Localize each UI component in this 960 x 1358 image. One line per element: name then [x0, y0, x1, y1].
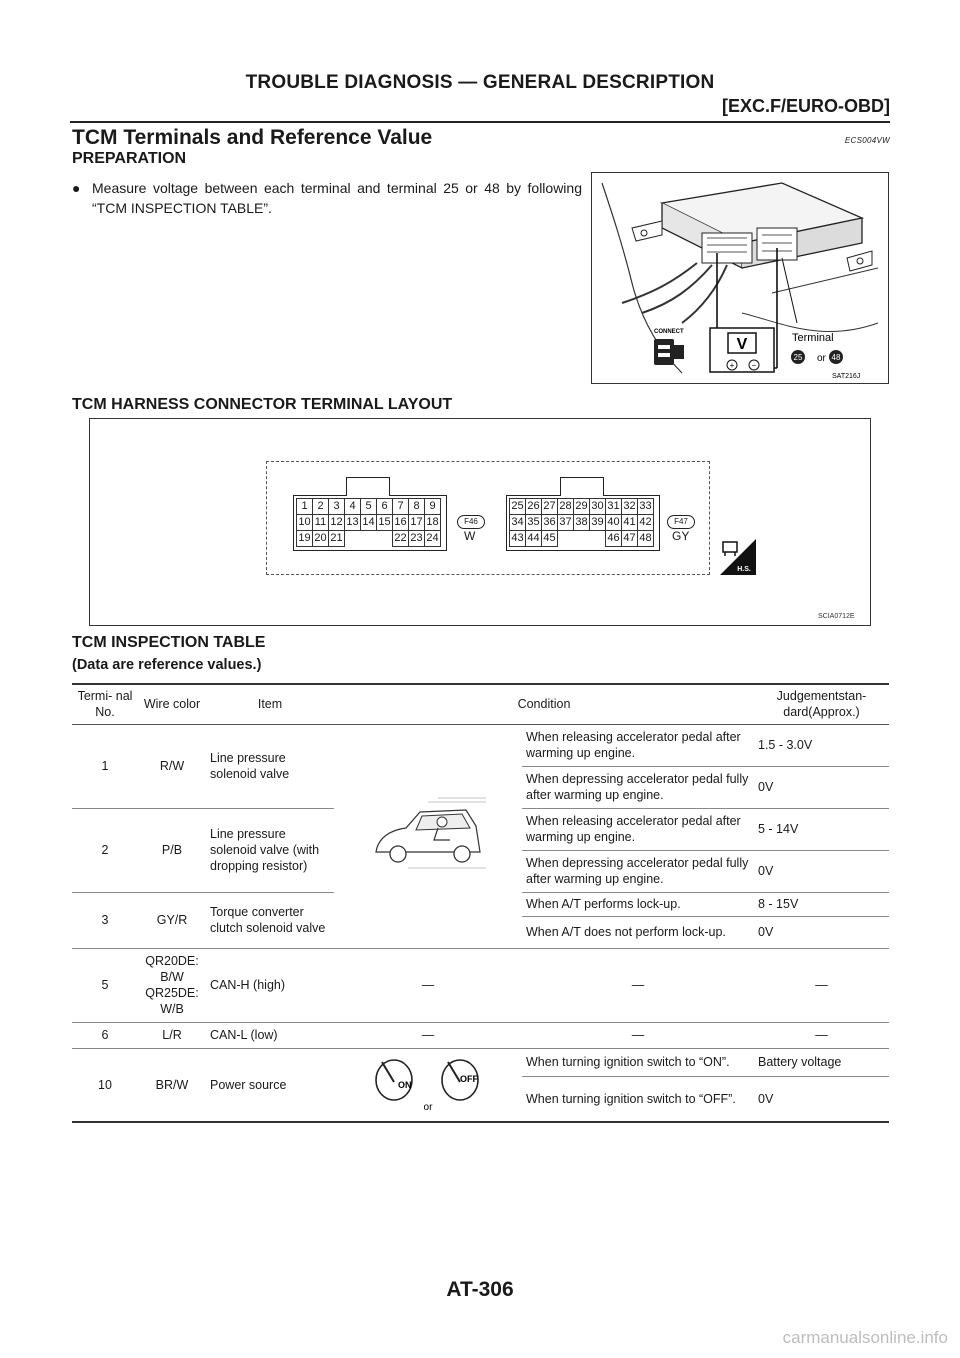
cell-wire: BR/W	[138, 1048, 206, 1122]
page-header-title: TROUBLE DIAGNOSIS — GENERAL DESCRIPTION	[245, 72, 715, 93]
terminal-cell: 11	[312, 514, 329, 531]
cell-condition-text: When releasing accelerator pedal after warming up engine.	[522, 808, 754, 850]
cell-value: 8 - 15V	[754, 892, 889, 916]
page-number: AT-306	[446, 1278, 514, 1301]
svg-text:−: −	[751, 361, 757, 370]
terminal-cell: 4	[344, 498, 361, 515]
connector-layout-figure	[89, 418, 871, 626]
inspection-table	[72, 683, 889, 1123]
bullet-icon: ●	[72, 180, 81, 196]
cell-value: 0V	[754, 1076, 889, 1121]
cell-wire: QR20DE: B/W QR25DE: W/B	[138, 948, 206, 1022]
terminal-cell: 45	[541, 530, 558, 547]
cell-terminal: 1	[72, 724, 138, 808]
connector-f46-color: W	[464, 529, 476, 543]
cell-condition-icon: —	[334, 1022, 522, 1048]
terminal-cell: 31	[605, 498, 622, 515]
table-row	[72, 948, 889, 1022]
inspection-note: (Data are reference values.)	[72, 657, 262, 673]
terminal-cell	[573, 530, 588, 545]
preparation-heading: PREPARATION	[72, 150, 187, 167]
header-rule	[70, 121, 890, 123]
terminal-cell: 2	[312, 498, 329, 515]
col-judgement: Judgementstan- dard(Approx.)	[754, 684, 889, 724]
terminal-cell	[360, 530, 375, 545]
terminal-cell: 5	[360, 498, 377, 515]
table-header-row	[72, 684, 889, 724]
terminal-cell	[344, 530, 359, 545]
cell-condition-icon: —	[334, 948, 522, 1022]
terminal-cell: 39	[589, 514, 606, 531]
terminal-cell	[376, 530, 391, 545]
cell-terminal: 2	[72, 808, 138, 892]
terminal-cell: 3	[328, 498, 345, 515]
terminal-cell: 41	[621, 514, 638, 531]
figure1-code: SAT216J	[832, 373, 861, 380]
terminal-cell: 34	[509, 514, 526, 531]
cell-item: CAN-L (low)	[206, 1022, 334, 1048]
section-code: ECS004VW	[844, 136, 890, 145]
cell-item: Line pressure solenoid valve (with dropping resistor)	[206, 808, 334, 892]
terminal-cell: 24	[424, 530, 441, 547]
connector-f46-id: F46	[457, 515, 485, 529]
terminal-cell: 28	[557, 498, 574, 515]
terminal-or: or	[817, 353, 826, 364]
terminal-b: 48	[831, 353, 841, 362]
preparation-bullet	[72, 178, 582, 218]
terminal-cell: 38	[573, 514, 590, 531]
key-on-label: ON	[398, 1079, 412, 1090]
terminal-cell: 36	[541, 514, 558, 531]
cell-condition-icon	[334, 724, 522, 948]
cell-value: —	[754, 948, 889, 1022]
cell-value: Battery voltage	[754, 1048, 889, 1076]
connector-f47-id: F47	[667, 515, 695, 529]
table-row	[72, 1048, 889, 1076]
terminal-cell: 22	[392, 530, 409, 547]
terminal-cell: 8	[408, 498, 425, 515]
connector-f47-color: GY	[672, 529, 690, 543]
cell-condition-text: When turning ignition switch to “ON”.	[522, 1048, 754, 1076]
terminal-cell: 42	[637, 514, 654, 531]
key-off-label: OFF	[460, 1073, 478, 1084]
terminal-cell: 20	[312, 530, 329, 547]
ignition-key-icon	[368, 1052, 488, 1114]
preparation-text: Measure voltage between each terminal and terminal 25 or 48 by following “TCM INSPECTION TABLE”.	[92, 180, 582, 216]
tcm-measure-figure	[591, 172, 889, 384]
cell-terminal: 5	[72, 948, 138, 1022]
watermark: carmanualsonline.info	[782, 1328, 948, 1347]
terminal-cell: 7	[392, 498, 409, 515]
cell-value: —	[754, 1022, 889, 1048]
cell-value: 0V	[754, 850, 889, 892]
terminal-cell: 30	[589, 498, 606, 515]
terminal-cell: 1	[296, 498, 313, 515]
connect-label: CONNECT	[654, 329, 684, 335]
cell-terminal: 6	[72, 1022, 138, 1048]
terminal-cell	[589, 530, 604, 545]
terminal-cell: 23	[408, 530, 425, 547]
cell-wire: R/W	[138, 724, 206, 808]
cell-terminal: 3	[72, 892, 138, 948]
terminal-cell: 48	[637, 530, 654, 547]
terminal-cell	[557, 530, 572, 545]
cell-condition-text: —	[522, 1022, 754, 1048]
col-condition: Condition	[334, 684, 754, 724]
terminal-cell: 44	[525, 530, 542, 547]
cell-condition-text: When A/T performs lock-up.	[522, 892, 754, 916]
svg-text:+: +	[729, 361, 735, 370]
driver-in-car-icon	[368, 794, 488, 874]
terminal-cell: 46	[605, 530, 622, 547]
terminal-cell: 17	[408, 514, 425, 531]
terminal-cell: 37	[557, 514, 574, 531]
layout-heading: TCM HARNESS CONNECTOR TERMINAL LAYOUT	[72, 396, 453, 413]
cell-condition-text: When depressing accelerator pedal fully after warming up engine.	[522, 850, 754, 892]
terminal-cell: 25	[509, 498, 526, 515]
terminal-cell: 13	[344, 514, 361, 531]
terminal-cell: 16	[392, 514, 409, 531]
cell-wire: P/B	[138, 808, 206, 892]
terminal-cell: 19	[296, 530, 313, 547]
terminal-cell: 47	[621, 530, 638, 547]
cell-condition-text: When A/T does not perform lock-up.	[522, 916, 754, 948]
col-terminal: Termi- nal No.	[72, 684, 138, 724]
terminal-cell: 6	[376, 498, 393, 515]
terminal-cell: 14	[360, 514, 377, 531]
terminal-cell: 29	[573, 498, 590, 515]
cell-condition-text: When depressing accelerator pedal fully after warming up engine.	[522, 766, 754, 808]
section-title: TCM Terminals and Reference Value	[72, 126, 433, 149]
terminal-cell: 10	[296, 514, 313, 531]
meter-label: V	[736, 336, 748, 353]
terminal-cell: 21	[328, 530, 345, 547]
cell-value: 1.5 - 3.0V	[754, 724, 889, 766]
terminal-cell: 12	[328, 514, 345, 531]
cell-value: 0V	[754, 916, 889, 948]
cell-value: 5 - 14V	[754, 808, 889, 850]
hs-icon	[720, 539, 756, 575]
terminal-cell: 33	[637, 498, 654, 515]
cell-wire: GY/R	[138, 892, 206, 948]
table-row	[72, 1022, 889, 1048]
connector-f46-latch	[346, 477, 390, 496]
cell-value: 0V	[754, 766, 889, 808]
cell-condition-icon	[334, 1048, 522, 1122]
key-or-label: or	[423, 1101, 433, 1113]
terminal-cell: 26	[525, 498, 542, 515]
terminal-a: 25	[793, 353, 803, 362]
cell-condition-text: When turning ignition switch to “OFF”.	[522, 1076, 754, 1121]
cell-terminal: 10	[72, 1048, 138, 1122]
cell-wire: L/R	[138, 1022, 206, 1048]
cell-item: CAN-H (high)	[206, 948, 334, 1022]
layout-figure-code: SCIA0712E	[818, 613, 855, 620]
col-wire: Wire color	[138, 684, 206, 724]
cell-condition-text: When releasing accelerator pedal after warming up engine.	[522, 724, 754, 766]
cell-condition-text: —	[522, 948, 754, 1022]
terminal-cell: 40	[605, 514, 622, 531]
cell-item: Line pressure solenoid valve	[206, 724, 334, 808]
terminal-cell: 32	[621, 498, 638, 515]
connector-f47-latch	[560, 477, 604, 496]
terminal-cell: 15	[376, 514, 393, 531]
table-row	[72, 724, 889, 766]
tcm-illustration	[592, 173, 888, 383]
page-header-subtitle: [EXC.F/EURO-OBD]	[722, 96, 890, 116]
terminal-cell: 35	[525, 514, 542, 531]
cell-item: Torque converter clutch solenoid valve	[206, 892, 334, 948]
terminal-label: Terminal	[792, 332, 834, 344]
cell-item: Power source	[206, 1048, 334, 1122]
terminal-cell: 43	[509, 530, 526, 547]
hs-label: H.S.	[737, 566, 751, 573]
col-item: Item	[206, 684, 334, 724]
terminal-cell: 18	[424, 514, 441, 531]
terminal-cell: 9	[424, 498, 441, 515]
terminal-cell: 27	[541, 498, 558, 515]
inspection-heading: TCM INSPECTION TABLE	[72, 634, 266, 651]
